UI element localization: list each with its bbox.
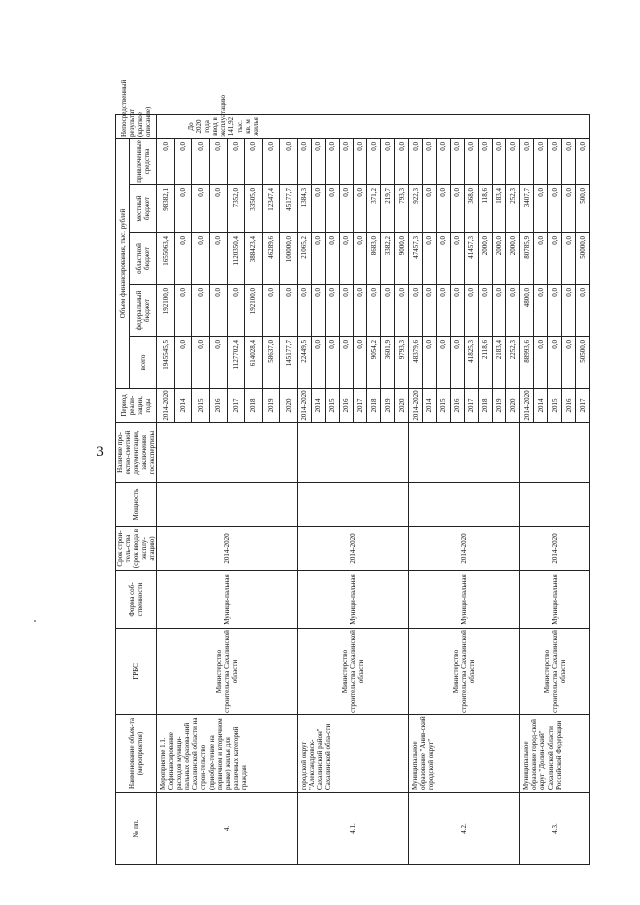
regional-cell: 41457,3 <box>464 233 478 285</box>
federal-cell: 0,0 <box>395 285 409 337</box>
local-cell: 33505,0 <box>245 185 263 233</box>
period-cell: 2017 <box>576 389 590 423</box>
regional-cell: 2000,0 <box>478 233 492 285</box>
object-docs <box>409 423 520 483</box>
total-cell: 1945545,5 <box>157 337 175 389</box>
funding-table <box>115 79 590 865</box>
object-name: Мероприятие 1.1. Софинансирование расходов муници-пальных образова-ний Сахалинской области на строи-тельство (приобре-тение на первичном и вторичном рынке) жилья для различных категорий граждан <box>157 715 298 793</box>
local-cell: 0,0 <box>562 185 576 233</box>
scan-speck <box>34 620 36 622</box>
local-cell: 0,0 <box>534 185 548 233</box>
attracted-cell: 0,0 <box>548 138 562 184</box>
regional-cell: 8683,0 <box>367 233 381 285</box>
object-number: 4.3. <box>520 793 590 865</box>
total-cell: 0,0 <box>548 337 562 389</box>
table-row <box>157 114 175 864</box>
local-cell: 3407,7 <box>520 185 534 233</box>
table-row <box>297 114 311 864</box>
regional-cell: 2000,0 <box>506 233 520 285</box>
total-cell: 0,0 <box>562 337 576 389</box>
header-regional: областной бюджет <box>130 233 157 285</box>
local-cell: 0,0 <box>192 185 210 233</box>
local-cell: 922,3 <box>409 185 423 233</box>
object-grbs: Министерство строительства Сахалинской области <box>520 629 590 715</box>
local-cell: 0,0 <box>436 185 450 233</box>
object-name: Муниципальное образование город-ской округ "Долин-ский" Сахалинской области Российской Федерации <box>520 715 590 793</box>
federal-cell: 0,0 <box>492 285 506 337</box>
object-ownership: Муници-пальная <box>297 571 408 629</box>
attracted-cell: 0,0 <box>506 138 520 184</box>
attracted-cell: 0,0 <box>381 138 395 184</box>
object-number: 4. <box>157 793 298 865</box>
total-cell: 0,0 <box>311 337 325 389</box>
regional-cell: 0,0 <box>325 233 339 285</box>
object-docs <box>520 423 590 483</box>
local-cell: 252,3 <box>506 185 520 233</box>
total-cell: 0,0 <box>339 337 353 389</box>
federal-cell: 0,0 <box>311 285 325 337</box>
object-term: 2014-2020 <box>409 527 520 571</box>
local-cell: 371,2 <box>367 185 381 233</box>
object-name: Муниципальное образование "Анив-ский городской округ" <box>409 715 520 793</box>
attracted-cell: 0,0 <box>520 138 534 184</box>
regional-cell: 47457,3 <box>409 233 423 285</box>
period-cell: 2014-2020 <box>297 389 311 423</box>
regional-cell: 0,0 <box>562 233 576 285</box>
header-num: № пп. <box>116 793 157 865</box>
attracted-cell: 0,0 <box>395 138 409 184</box>
period-cell: 2017 <box>227 389 245 423</box>
attracted-cell: 0,0 <box>227 138 245 184</box>
attracted-cell: 0,0 <box>450 138 464 184</box>
regional-cell: 80785,9 <box>520 233 534 285</box>
period-cell: 2018 <box>478 389 492 423</box>
federal-cell: 0,0 <box>423 285 437 337</box>
total-cell: 2252,3 <box>506 337 520 389</box>
object-capacity <box>520 483 590 527</box>
result-cell: До 2020 года ввод в эксплуатацию 141,92 тыс. кв. м жилья <box>157 114 590 138</box>
local-cell: 45177,7 <box>280 185 298 233</box>
period-cell: 2015 <box>192 389 210 423</box>
period-cell: 2016 <box>450 389 464 423</box>
attracted-cell: 0,0 <box>311 138 325 184</box>
object-docs <box>157 423 298 483</box>
local-cell: 0,0 <box>339 185 353 233</box>
regional-cell: 46289,6 <box>262 233 280 285</box>
attracted-cell: 0,0 <box>262 138 280 184</box>
regional-cell: 0,0 <box>423 233 437 285</box>
regional-cell: 0,0 <box>353 233 367 285</box>
period-cell: 2014 <box>534 389 548 423</box>
local-cell: 0,0 <box>450 185 464 233</box>
attracted-cell: 0,0 <box>576 138 590 184</box>
local-cell: 500,0 <box>576 185 590 233</box>
federal-cell: 0,0 <box>353 285 367 337</box>
object-term: 2014-2020 <box>520 527 590 571</box>
federal-cell: 0,0 <box>262 285 280 337</box>
local-cell: 0,0 <box>209 185 227 233</box>
object-docs <box>297 423 408 483</box>
object-number: 4.2. <box>409 793 520 865</box>
period-cell: 2015 <box>548 389 562 423</box>
local-cell: 793,3 <box>395 185 409 233</box>
regional-cell: 0,0 <box>436 233 450 285</box>
attracted-cell: 0,0 <box>423 138 437 184</box>
period-cell: 2019 <box>492 389 506 423</box>
total-cell: 0,0 <box>450 337 464 389</box>
header-attracted: привлеченные средства <box>130 138 157 184</box>
local-cell: 7352,0 <box>227 185 245 233</box>
object-capacity <box>157 483 298 527</box>
attracted-cell: 0,0 <box>339 138 353 184</box>
federal-cell: 0,0 <box>548 285 562 337</box>
regional-cell: 0,0 <box>534 233 548 285</box>
period-cell: 2014-2020 <box>157 389 175 423</box>
period-cell: 2015 <box>325 389 339 423</box>
total-cell: 0,0 <box>325 337 339 389</box>
attracted-cell: 0,0 <box>367 138 381 184</box>
regional-cell: 100000,0 <box>280 233 298 285</box>
federal-cell: 0,0 <box>227 285 245 337</box>
header-funding-group: Объем финансирования, тыс. рублей <box>116 138 130 388</box>
federal-cell: 0,0 <box>339 285 353 337</box>
period-cell: 2020 <box>506 389 520 423</box>
header-grbs: ГРБС <box>116 629 157 715</box>
header-ownership: Форма соб-ственности <box>116 571 157 629</box>
local-cell: 0,0 <box>325 185 339 233</box>
regional-cell: 50000,0 <box>576 233 590 285</box>
local-cell: 0,0 <box>548 185 562 233</box>
total-cell: 2183,4 <box>492 337 506 389</box>
federal-cell: 0,0 <box>381 285 395 337</box>
regional-cell: 0,0 <box>548 233 562 285</box>
attracted-cell: 0,0 <box>325 138 339 184</box>
total-cell: 22449,5 <box>297 337 311 389</box>
attracted-cell: 0,0 <box>280 138 298 184</box>
total-cell: 9054,2 <box>367 337 381 389</box>
total-cell: 58637,0 <box>262 337 280 389</box>
total-cell: 0,0 <box>423 337 437 389</box>
regional-cell: 0,0 <box>311 233 325 285</box>
local-cell: 12347,4 <box>262 185 280 233</box>
total-cell: 0,0 <box>209 337 227 389</box>
local-cell: 0,0 <box>174 185 192 233</box>
attracted-cell: 0,0 <box>464 138 478 184</box>
attracted-cell: 0,0 <box>534 138 548 184</box>
object-ownership: Муници-пальная <box>409 571 520 629</box>
rotated-table-container <box>115 79 587 865</box>
object-capacity <box>297 483 408 527</box>
attracted-cell: 0,0 <box>409 138 423 184</box>
attracted-cell: 0,0 <box>562 138 576 184</box>
federal-cell: 4800,0 <box>520 285 534 337</box>
attracted-cell: 0,0 <box>174 138 192 184</box>
total-cell: 145177,7 <box>280 337 298 389</box>
total-cell: 0,0 <box>534 337 548 389</box>
period-cell: 2014 <box>423 389 437 423</box>
local-cell: 368,0 <box>464 185 478 233</box>
period-cell: 2016 <box>562 389 576 423</box>
table-row <box>409 114 423 864</box>
local-cell: 98382,1 <box>157 185 175 233</box>
table-header <box>116 79 157 864</box>
federal-cell: 192100,0 <box>245 285 263 337</box>
regional-cell: 0,0 <box>192 233 210 285</box>
period-cell: 2017 <box>464 389 478 423</box>
table-row <box>520 114 534 864</box>
regional-cell: 388423,4 <box>245 233 263 285</box>
period-cell: 2014 <box>311 389 325 423</box>
period-cell: 2015 <box>436 389 450 423</box>
total-cell: 3601,9 <box>381 337 395 389</box>
header-period: Период реали-зации, годы <box>116 389 157 423</box>
period-cell: 2014-2020 <box>520 389 534 423</box>
local-cell: 118,6 <box>478 185 492 233</box>
federal-cell: 192100,0 <box>157 285 175 337</box>
attracted-cell: 0,0 <box>209 138 227 184</box>
period-cell: 2020 <box>280 389 298 423</box>
total-cell: 48379,6 <box>409 337 423 389</box>
header-federal: федеральный бюджет <box>130 285 157 337</box>
total-cell: 2118,6 <box>478 337 492 389</box>
period-cell: 2017 <box>353 389 367 423</box>
federal-cell: 0,0 <box>576 285 590 337</box>
period-cell: 2014-2020 <box>409 389 423 423</box>
total-cell: 0,0 <box>192 337 210 389</box>
object-grbs: Министерство строительства Сахалинской области <box>409 629 520 715</box>
object-number: 4.1. <box>297 793 408 865</box>
regional-cell: 1655063,4 <box>157 233 175 285</box>
federal-cell: 0,0 <box>506 285 520 337</box>
federal-cell: 0,0 <box>478 285 492 337</box>
local-cell: 0,0 <box>353 185 367 233</box>
total-cell: 0,0 <box>436 337 450 389</box>
total-cell: 1127702,4 <box>227 337 245 389</box>
period-cell: 2019 <box>262 389 280 423</box>
federal-cell: 0,0 <box>450 285 464 337</box>
object-term: 2014-2020 <box>297 527 408 571</box>
page-number: 3 <box>96 444 104 460</box>
total-cell: 50500,0 <box>576 337 590 389</box>
attracted-cell: 0,0 <box>492 138 506 184</box>
total-cell: 41825,3 <box>464 337 478 389</box>
period-cell: 2018 <box>245 389 263 423</box>
attracted-cell: 0,0 <box>436 138 450 184</box>
federal-cell: 0,0 <box>297 285 311 337</box>
total-cell: 9793,3 <box>395 337 409 389</box>
period-cell: 2018 <box>367 389 381 423</box>
total-cell: 88993,6 <box>520 337 534 389</box>
local-cell: 0,0 <box>423 185 437 233</box>
federal-cell: 0,0 <box>409 285 423 337</box>
attracted-cell: 0,0 <box>353 138 367 184</box>
header-total: всего <box>130 337 157 389</box>
regional-cell: 0,0 <box>450 233 464 285</box>
regional-cell: 9000,0 <box>395 233 409 285</box>
local-cell: 183,4 <box>492 185 506 233</box>
attracted-cell: 0,0 <box>478 138 492 184</box>
table-body <box>157 95 590 864</box>
regional-cell: 3382,2 <box>381 233 395 285</box>
federal-cell: 0,0 <box>209 285 227 337</box>
header-capacity: Мощность <box>116 483 157 527</box>
federal-cell: 0,0 <box>464 285 478 337</box>
object-ownership: Муници-пальная <box>520 571 590 629</box>
attracted-cell: 0,0 <box>245 138 263 184</box>
federal-cell: 0,0 <box>436 285 450 337</box>
total-cell: 0,0 <box>174 337 192 389</box>
header-name: Наименование объек-та (мероприятия) <box>116 715 157 793</box>
regional-cell: 1120350,4 <box>227 233 245 285</box>
period-cell: 2014 <box>174 389 192 423</box>
local-cell: 219,7 <box>381 185 395 233</box>
federal-cell: 0,0 <box>192 285 210 337</box>
period-cell: 2020 <box>395 389 409 423</box>
attracted-cell: 0,0 <box>192 138 210 184</box>
object-grbs: Министерство строительства Сахалинской области <box>297 629 408 715</box>
attracted-cell: 0,0 <box>297 138 311 184</box>
period-cell: 2016 <box>209 389 227 423</box>
period-cell: 2019 <box>381 389 395 423</box>
regional-cell: 0,0 <box>209 233 227 285</box>
object-term: 2014-2020 <box>157 527 298 571</box>
object-ownership: Муници-пальная <box>157 571 298 629</box>
regional-cell: 2000,0 <box>492 233 506 285</box>
total-cell: 614028,4 <box>245 337 263 389</box>
total-cell: 0,0 <box>353 337 367 389</box>
federal-cell: 0,0 <box>174 285 192 337</box>
federal-cell: 0,0 <box>534 285 548 337</box>
header-result: Непосредственный результат (краткое описание) <box>116 114 157 138</box>
regional-cell: 21065,2 <box>297 233 311 285</box>
local-cell: 1384,3 <box>297 185 311 233</box>
attracted-cell: 0,0 <box>157 138 175 184</box>
federal-cell: 0,0 <box>562 285 576 337</box>
header-local: местный бюджет <box>130 185 157 233</box>
object-capacity <box>409 483 520 527</box>
header-docs: Наличие про-ектно-сметной документации, заключения госэкспертизы <box>116 423 157 483</box>
federal-cell: 0,0 <box>325 285 339 337</box>
federal-cell: 0,0 <box>367 285 381 337</box>
header-term: Срок строи-тель-ства (срок ввода в эксплу-атацию) <box>116 527 157 571</box>
regional-cell: 0,0 <box>174 233 192 285</box>
object-grbs: Министерство строительства Сахалинской области <box>157 629 298 715</box>
regional-cell: 0,0 <box>339 233 353 285</box>
local-cell: 0,0 <box>311 185 325 233</box>
federal-cell: 0,0 <box>280 285 298 337</box>
period-cell: 2016 <box>339 389 353 423</box>
object-name: городской округ "Александровск-Сахалинский район" Сахалинской обла-сти <box>297 715 408 793</box>
